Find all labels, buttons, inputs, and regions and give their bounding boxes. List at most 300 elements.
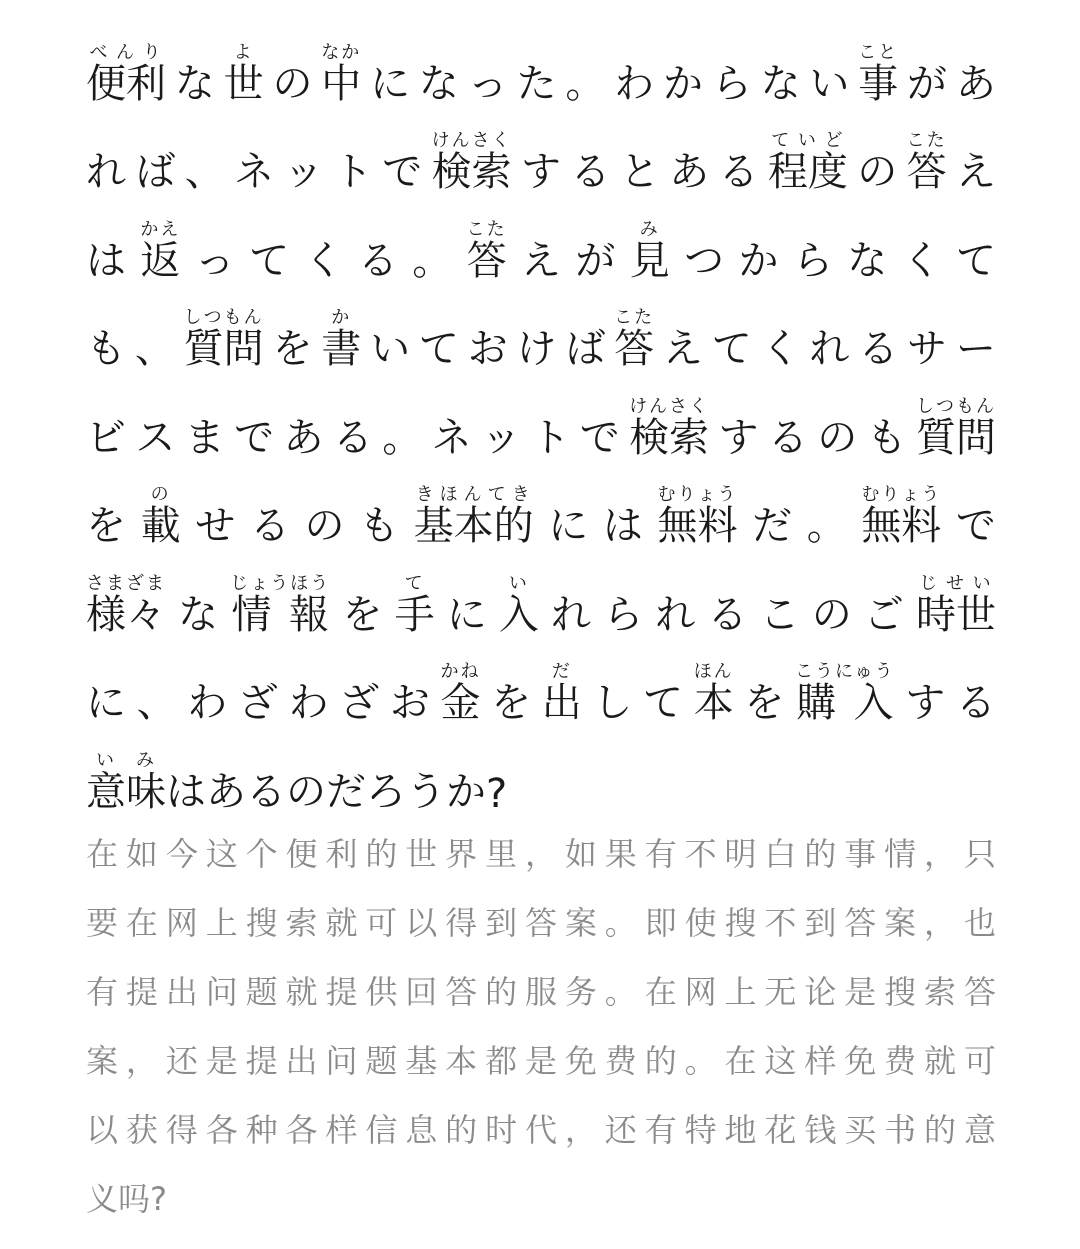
furigana-word — [614, 307, 654, 374]
text-char: 到 — [485, 904, 518, 942]
text-char: 到 — [804, 904, 837, 942]
text-char: 情 — [884, 835, 917, 873]
kanji-base: 様々 — [86, 591, 166, 638]
text-char: を — [342, 591, 383, 638]
furigana-reading: こと — [858, 41, 899, 63]
text-char: 题 — [365, 1042, 398, 1080]
furigana-reading: なか — [321, 41, 362, 63]
text-char: け — [516, 326, 557, 372]
furigana-reading: か — [321, 307, 362, 328]
text-char: え — [956, 149, 996, 195]
text-char: 书 — [884, 1111, 917, 1149]
kanji-base: 質問 — [183, 326, 264, 372]
text-char: は — [86, 237, 126, 284]
text-char: を — [744, 680, 785, 726]
text-char: 买 — [844, 1111, 877, 1149]
text-char: こ — [759, 591, 800, 638]
kanji-base: 本 — [693, 680, 734, 726]
furigana-reading: ほん — [693, 661, 734, 682]
furigana-word — [86, 573, 166, 640]
text-char: 的 — [804, 835, 837, 873]
text-char: 网 — [165, 904, 198, 942]
text-char: く — [901, 237, 942, 284]
text-char: 的 — [924, 1111, 957, 1149]
furigana-word — [542, 661, 582, 728]
japanese-line — [86, 728, 996, 817]
text-char: 便 — [285, 835, 318, 873]
text-char: が — [907, 60, 947, 107]
text-char: 基 — [405, 1042, 438, 1080]
text-char: 案 — [564, 904, 597, 942]
text-char: に — [446, 591, 487, 638]
text-char: 可 — [365, 904, 398, 942]
text-char: だ — [326, 768, 366, 815]
text-char: る — [955, 680, 996, 726]
text-char: 只 — [963, 835, 996, 873]
text-char: 时 — [485, 1111, 518, 1149]
text-char: 是 — [524, 1042, 557, 1080]
furigana-reading: こた — [906, 130, 947, 151]
text-char: た — [516, 60, 557, 107]
text-char: ら — [711, 60, 752, 107]
text-char: て — [711, 326, 752, 372]
furigana-reading: かね — [440, 661, 481, 682]
kanji-base: 情 報 — [230, 591, 331, 638]
kanji-base: 世 — [223, 60, 264, 107]
text-char: 提 — [325, 973, 358, 1011]
text-char: も — [866, 414, 907, 461]
furigana-reading: こうにゅう — [794, 661, 895, 682]
text-char: あ — [283, 414, 324, 461]
text-char: い — [809, 60, 850, 107]
text-char: ご — [863, 591, 904, 638]
furigana-word — [467, 219, 507, 286]
furigana-word — [858, 42, 898, 109]
text-char: る — [249, 503, 290, 549]
text-char: て — [956, 237, 996, 284]
chinese-line — [86, 958, 996, 1027]
text-char: に — [86, 680, 126, 726]
text-char: 搜 — [724, 904, 757, 942]
text-char: 不 — [764, 904, 797, 942]
text-char: 明 — [724, 835, 757, 873]
furigana-reading: こた — [614, 307, 655, 328]
furigana-word — [694, 661, 734, 728]
furigana-reading: けんさく — [629, 395, 710, 417]
text-char: か — [446, 768, 486, 815]
text-char: 答 — [844, 904, 877, 942]
furigana-word — [657, 484, 737, 551]
text-char: る — [858, 326, 899, 372]
text-char: ， — [924, 835, 957, 873]
furigana-reading: むりょう — [657, 484, 738, 505]
text-char: 地 — [724, 1111, 757, 1149]
text-char: を — [491, 680, 532, 726]
text-char: の — [857, 149, 898, 195]
text-char: 各 — [285, 1111, 318, 1149]
text-char: 不 — [684, 835, 717, 873]
furigana-word — [141, 484, 181, 551]
text-char: 提 — [245, 1042, 278, 1080]
furigana-word — [630, 219, 670, 286]
text-char: 也 — [963, 904, 996, 942]
text-char: で — [382, 149, 423, 195]
text-char: 如 — [564, 835, 597, 873]
text-char: と — [619, 149, 660, 195]
text-char: 免 — [564, 1042, 597, 1080]
text-char: く — [303, 237, 344, 284]
text-char: で — [234, 414, 275, 461]
text-char: わ — [288, 680, 329, 726]
japanese-line — [86, 109, 996, 198]
furigana-reading: い — [498, 572, 539, 594]
text-char: 就 — [924, 1042, 957, 1080]
text-char: 白 — [764, 835, 797, 873]
text-char: 如 — [125, 835, 158, 873]
text-char: わ — [614, 60, 655, 107]
text-char: 利 — [325, 835, 358, 873]
text-char: 有 — [644, 835, 677, 873]
kanji-base: 意味 — [86, 768, 166, 815]
text-char: 答 — [524, 904, 557, 942]
text-char: ら — [603, 591, 644, 638]
text-char: い — [370, 326, 411, 372]
text-char: ざ — [237, 680, 278, 726]
furigana-word — [916, 573, 996, 640]
text-char: 务 — [564, 973, 597, 1011]
text-char: 使 — [684, 904, 717, 942]
text-char: 以 — [405, 904, 438, 942]
text-char: 索 — [285, 904, 318, 942]
text-char: 是 — [205, 1042, 238, 1080]
text-char: 问 — [325, 1042, 358, 1080]
text-char: 搜 — [245, 904, 278, 942]
text-char: す — [521, 149, 561, 195]
text-char: 在 — [724, 1042, 757, 1080]
furigana-word — [916, 396, 996, 463]
text-char: 题 — [245, 973, 278, 1011]
text-char: 里 — [485, 835, 518, 873]
text-char: の — [304, 503, 345, 549]
japanese-line — [86, 374, 996, 463]
furigana-reading: さまざま — [86, 572, 166, 594]
text-char: 、 — [184, 149, 225, 195]
text-char: て — [643, 680, 684, 726]
text-char: つ — [684, 237, 725, 284]
furigana-reading: じょうほう — [230, 572, 331, 594]
text-char: お — [389, 680, 430, 726]
text-char: も — [359, 503, 400, 549]
text-char: ? — [486, 770, 508, 817]
text-char: 的 — [445, 1111, 478, 1149]
text-char: る — [357, 237, 398, 284]
text-char: 有 — [86, 973, 119, 1011]
text-char: 即 — [644, 904, 677, 942]
text-char: 。 — [604, 973, 637, 1011]
japanese-line — [86, 463, 996, 552]
text-char: な — [178, 591, 219, 638]
text-char: る — [246, 768, 286, 815]
furigana-reading: べんり — [86, 41, 166, 63]
text-char: ， — [125, 1042, 158, 1080]
japanese-line — [86, 197, 996, 286]
text-char: ッ — [481, 414, 521, 461]
text-char: 。 — [604, 904, 637, 942]
text-char: 获 — [125, 1111, 158, 1149]
furigana-word — [395, 573, 435, 640]
text-char: 。 — [565, 60, 606, 107]
furigana-reading: み — [629, 218, 670, 240]
text-char: 吗 — [118, 1180, 151, 1218]
text-char: 界 — [445, 835, 478, 873]
text-char: 样 — [804, 1042, 837, 1080]
furigana-word — [795, 661, 895, 728]
text-char: 。 — [806, 503, 847, 549]
furigana-reading: しつもん — [183, 307, 264, 328]
text-char: れ — [809, 326, 850, 372]
chinese-line — [86, 1027, 996, 1096]
furigana-word — [414, 484, 534, 551]
text-char: る — [707, 591, 748, 638]
text-char: っ — [467, 60, 508, 107]
text-char: る — [332, 414, 373, 461]
text-char: ろ — [366, 768, 406, 815]
text-char: る — [767, 414, 808, 461]
text-char: 案 — [884, 904, 917, 942]
text-char: の — [286, 768, 326, 815]
text-char: 网 — [684, 973, 717, 1011]
text-char: 可 — [963, 1042, 996, 1080]
furigana-word — [907, 130, 947, 197]
japanese-line — [86, 20, 996, 109]
kanji-base: 書 — [321, 326, 362, 372]
text-char: す — [718, 414, 759, 461]
furigana-word — [440, 661, 480, 728]
text-char: な — [847, 237, 888, 284]
text-char: え — [662, 326, 703, 372]
text-char: 特 — [684, 1111, 717, 1149]
text-char: で — [579, 414, 620, 461]
text-char: 上 — [724, 973, 757, 1011]
text-char: 世 — [405, 835, 438, 873]
text-char: し — [592, 680, 633, 726]
text-char: ビ — [86, 414, 126, 461]
japanese-text — [86, 20, 996, 817]
text-char: 个 — [245, 835, 278, 873]
furigana-word — [432, 130, 512, 197]
kanji-base: 出 — [541, 680, 582, 726]
text-char: っ — [194, 237, 235, 284]
text-char: が — [575, 237, 616, 284]
text-char: あ — [206, 768, 246, 815]
text-char: ら — [792, 237, 833, 284]
furigana-word — [499, 573, 539, 640]
text-char: な — [760, 60, 801, 107]
text-char: で — [955, 503, 996, 549]
text-char: 。 — [382, 414, 423, 461]
text-char: 果 — [604, 835, 637, 873]
text-char: も — [86, 326, 126, 372]
chinese-line — [86, 889, 996, 958]
text-char: 。 — [412, 237, 453, 284]
text-char: 息 — [405, 1111, 438, 1149]
text-char: 信 — [365, 1111, 398, 1149]
text-char: 索 — [924, 973, 957, 1011]
text-char: の — [272, 60, 313, 107]
chinese-line — [86, 1165, 996, 1234]
kanji-base: 検索 — [629, 414, 710, 461]
japanese-line — [86, 286, 996, 375]
text-char: 供 — [365, 973, 398, 1011]
text-char: 是 — [844, 973, 877, 1011]
kanji-base: 答 — [906, 149, 947, 195]
furigana-reading: こた — [466, 218, 507, 240]
text-char: る — [570, 149, 611, 195]
furigana-word — [86, 42, 166, 109]
japanese-line — [86, 640, 996, 729]
kanji-base: 返 — [140, 237, 181, 284]
text-char: 问 — [205, 973, 238, 1011]
text-char: 钱 — [804, 1111, 837, 1149]
text-char: 出 — [285, 1042, 318, 1080]
text-char: 今 — [165, 835, 198, 873]
furigana-reading: ていど — [767, 130, 848, 151]
text-char: に — [370, 60, 411, 107]
text-char: か — [738, 237, 779, 284]
japanese-line — [86, 551, 996, 640]
text-char: 无 — [764, 973, 797, 1011]
chinese-line — [86, 820, 996, 889]
text-char: ス — [135, 414, 176, 461]
text-char: て — [249, 237, 290, 284]
text-char: な — [174, 60, 215, 107]
text-char: 本 — [445, 1042, 478, 1080]
text-char: 得 — [445, 904, 478, 942]
text-char: な — [418, 60, 459, 107]
text-char: 提 — [125, 973, 158, 1011]
furigana-word — [321, 42, 361, 109]
text-char: 、 — [136, 680, 177, 726]
kanji-base: 答 — [614, 326, 655, 372]
kanji-base: 時世 — [915, 591, 996, 638]
text-char: 样 — [325, 1111, 358, 1149]
text-char: を — [86, 503, 126, 549]
furigana-word — [321, 307, 361, 374]
text-char: 在 — [125, 904, 158, 942]
text-char: 就 — [325, 904, 358, 942]
text-char: 在 — [86, 835, 119, 873]
kanji-base: 無料 — [861, 503, 942, 549]
furigana-reading: じせい — [915, 572, 996, 594]
furigana-reading: よ — [223, 41, 264, 63]
text-char: ト — [530, 414, 571, 461]
text-char: す — [905, 680, 946, 726]
kanji-base: 基本的 — [413, 503, 534, 549]
furigana-reading: いみ — [86, 749, 166, 771]
text-char: て — [418, 326, 459, 372]
text-char: ネ — [234, 149, 275, 195]
chinese-translation — [86, 820, 996, 1234]
furigana-reading: しつもん — [916, 395, 996, 417]
text-char: 还 — [165, 1042, 198, 1080]
text-char: 这 — [764, 1042, 797, 1080]
text-char: 。 — [684, 1042, 717, 1080]
text-char: 事 — [844, 835, 877, 873]
furigana-reading: の — [140, 484, 181, 505]
furigana-reading: て — [394, 572, 435, 594]
text-char: 的 — [485, 973, 518, 1011]
text-char: は — [166, 768, 206, 815]
text-char: に — [548, 503, 589, 549]
text-char: 代 — [524, 1111, 557, 1149]
text-char: 案 — [86, 1042, 119, 1080]
kanji-base: 金 — [440, 680, 481, 726]
furigana-word — [861, 484, 941, 551]
kanji-base: 載 — [140, 503, 181, 549]
text-char: の — [811, 591, 852, 638]
text-char: 各 — [205, 1111, 238, 1149]
text-char: 这 — [205, 835, 238, 873]
text-char: ま — [184, 414, 225, 461]
chinese-line — [86, 1096, 996, 1165]
text-char: 的 — [644, 1042, 677, 1080]
text-char: ネ — [431, 414, 472, 461]
text-char: わ — [187, 680, 228, 726]
text-char: 答 — [445, 973, 478, 1011]
text-char: ば — [565, 326, 606, 372]
furigana-word — [140, 219, 180, 286]
furigana-word — [86, 750, 166, 817]
text-char: は — [602, 503, 643, 549]
furigana-word — [230, 573, 330, 640]
text-char: 还 — [604, 1111, 637, 1149]
text-char: 得 — [165, 1111, 198, 1149]
text-char: 以 — [86, 1111, 119, 1149]
furigana-word — [224, 42, 264, 109]
text-char: れ — [550, 591, 591, 638]
text-char: 搜 — [884, 973, 917, 1011]
furigana-reading: かえ — [140, 218, 181, 240]
text-char: く — [760, 326, 801, 372]
text-char: 费 — [604, 1042, 637, 1080]
kanji-base: 程度 — [767, 149, 848, 195]
text-char: お — [467, 326, 508, 372]
kanji-base: 検索 — [431, 149, 512, 195]
text-char: あ — [955, 60, 996, 107]
kanji-base: 購 入 — [794, 680, 895, 726]
text-char: 出 — [165, 973, 198, 1011]
text-char: 要 — [86, 904, 119, 942]
text-char: か — [662, 60, 703, 107]
text-char: ッ — [283, 149, 324, 195]
text-char: 在 — [644, 973, 677, 1011]
text-char: ざ — [339, 680, 380, 726]
text-char: 论 — [804, 973, 837, 1011]
text-char: う — [406, 768, 446, 815]
text-char: を — [272, 326, 313, 372]
furigana-reading: けんさく — [431, 130, 512, 151]
text-char: せ — [195, 503, 236, 549]
text-char: ， — [524, 835, 557, 873]
text-char: 有 — [644, 1111, 677, 1149]
furigana-reading: だ — [541, 661, 582, 682]
text-char: 服 — [524, 973, 557, 1011]
text-char: 意 — [963, 1111, 996, 1149]
text-char: ? — [150, 1180, 168, 1218]
furigana-word — [629, 396, 709, 463]
furigana-word — [768, 130, 848, 197]
text-char: の — [817, 414, 858, 461]
